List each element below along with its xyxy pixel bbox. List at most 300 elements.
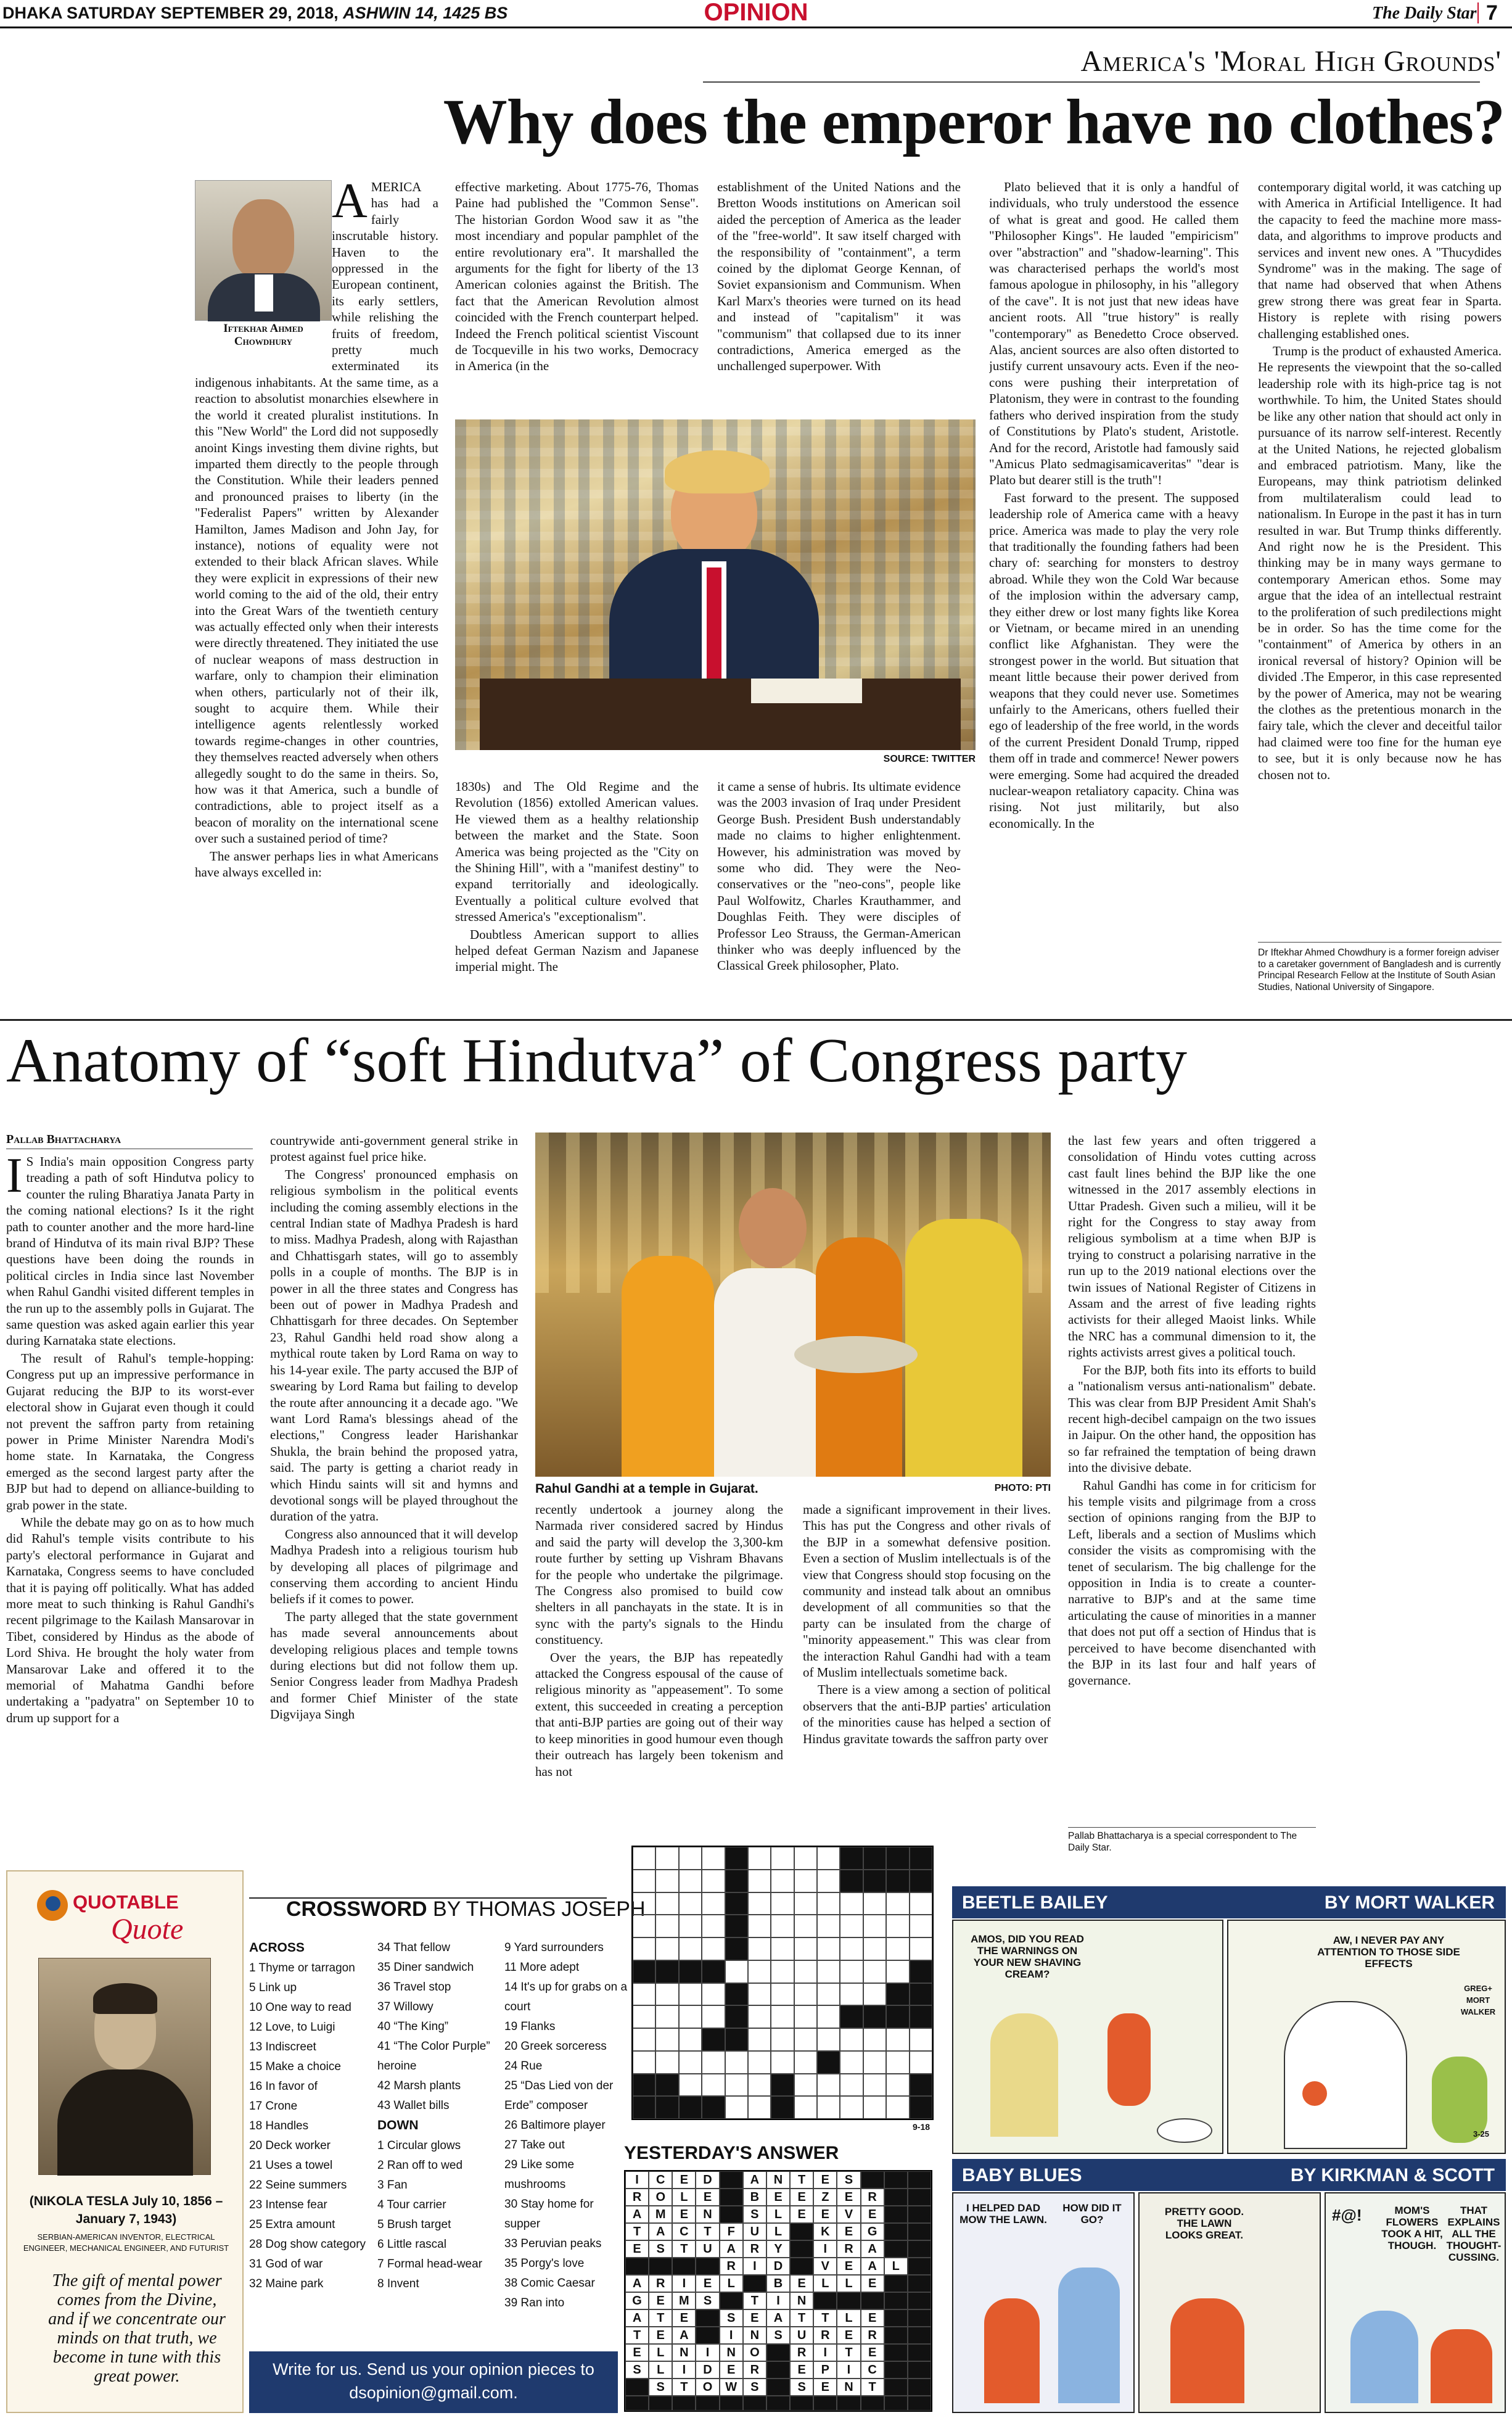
answer-cell: R (813, 2327, 837, 2344)
crossword-cell[interactable] (702, 1937, 725, 1960)
answer-cell (743, 2396, 766, 2411)
crossword-cell[interactable] (725, 1870, 748, 1892)
answer-cell: T (625, 2223, 649, 2240)
quote-label-top: QUOTABLE (73, 1891, 179, 1913)
crossword-cell[interactable] (863, 2051, 886, 2074)
crossword-cell[interactable] (679, 1937, 702, 1960)
crossword-cell[interactable] (863, 1870, 886, 1892)
crossword-cell[interactable] (840, 2051, 863, 2074)
crossword-cell[interactable] (679, 2028, 702, 2051)
answer-cell (696, 2327, 719, 2344)
crossword-cell[interactable] (725, 1892, 748, 1915)
crossword-cell[interactable] (725, 2051, 748, 2074)
dateline: DHAKA SATURDAY SEPTEMBER 29, 2018, (2, 4, 339, 22)
crossword-cell[interactable] (817, 1983, 840, 2006)
crossword-cell[interactable] (748, 1915, 771, 1937)
answer-cell (884, 2292, 908, 2309)
grawlix-icon: #@! (1332, 2206, 1362, 2224)
article1-column-2-bottom (455, 778, 699, 1013)
crossword-cell[interactable] (679, 1960, 702, 1983)
answer-cell: A (766, 2309, 790, 2327)
answer-cell: I (813, 2240, 837, 2258)
crossword-cell[interactable] (886, 1983, 909, 2006)
crossword-cell[interactable] (794, 1892, 817, 1915)
answer-grid (624, 2170, 932, 2412)
answer-cell: S (649, 2379, 672, 2396)
crossword-cell[interactable] (817, 2096, 840, 2119)
crossword-cell[interactable] (633, 2005, 655, 2028)
crossword-clue: 17 Crone (249, 2100, 298, 2113)
crossword-cell[interactable] (748, 1960, 771, 1983)
paragraph: made a significant improvement in their lives. This has put the Congress and other rivals of the BJP in a somewhat defensive position. Even a section of Muslim intellectuals is of the view that Congress should stop focusing on the community and instead talk about an omnibus development of all communities so that the party can be insulated from the charge of "minority appeasement." This was clear from the interaction Rahul Gandhi had with a team of Muslim intellectuals sometime back. (803, 1502, 1051, 1680)
article2-column-5 (1068, 1133, 1316, 1826)
crossword-cell[interactable] (771, 1915, 794, 1937)
crossword-cell[interactable] (702, 2005, 725, 2028)
crossword-cell[interactable] (886, 1937, 909, 1960)
crossword-cell[interactable] (702, 1870, 725, 1892)
crossword-cell[interactable] (725, 2028, 748, 2051)
answer-cell (884, 2171, 908, 2189)
answer-cell: Y (766, 2240, 790, 2258)
answer-cell: T (790, 2171, 813, 2189)
crossword-cell[interactable] (771, 2074, 794, 2097)
crossword-cell[interactable] (633, 1847, 655, 1870)
crossword-cell[interactable] (633, 1937, 655, 1960)
answer-cell (861, 2292, 884, 2309)
crossword-cell[interactable] (863, 1983, 886, 2006)
crossword-cell[interactable] (748, 2074, 771, 2097)
answer-cell: E (625, 2344, 649, 2361)
crossword-cell[interactable] (702, 1915, 725, 1937)
crossword-cell[interactable] (863, 2028, 886, 2051)
crossword-clue: 25 Extra amount (249, 2218, 335, 2231)
crossword-cell[interactable] (794, 1937, 817, 1960)
answer-cell (908, 2189, 931, 2206)
answer-cell: I (672, 2275, 696, 2292)
crossword-cell[interactable] (840, 2005, 863, 2028)
crossword-cell[interactable] (910, 1870, 932, 1892)
crossword-date: 9-18 (913, 2122, 931, 2132)
crossword-cell[interactable] (863, 1960, 886, 1983)
crossword-cell[interactable] (910, 1892, 932, 1915)
crossword-cell[interactable] (725, 1937, 748, 1960)
crossword-cell[interactable] (702, 1983, 725, 2006)
crossword-cell[interactable] (748, 1983, 771, 2006)
crossword-cell[interactable] (886, 1915, 909, 1937)
answer-cell (884, 2379, 908, 2396)
crossword-cell[interactable] (725, 2005, 748, 2028)
answer-cell: E (790, 2206, 813, 2223)
answer-cell: N (696, 2206, 719, 2223)
crossword-cell[interactable] (771, 2096, 794, 2119)
crossword-cell[interactable] (655, 1983, 678, 2006)
crossword-cell[interactable] (702, 1847, 725, 1870)
crossword-cell[interactable] (794, 1915, 817, 1937)
answer-cell: N (766, 2171, 790, 2189)
answer-cell: E (790, 2361, 813, 2379)
answer-cell: T (625, 2327, 649, 2344)
crossword-clue: 29 Like some mushrooms (504, 2158, 575, 2191)
crossword-clue: 20 Greek sorceress (504, 2040, 607, 2053)
crossword-cell[interactable] (771, 2005, 794, 2028)
crossword-cell[interactable] (725, 2074, 748, 2097)
answer-cell (720, 2396, 743, 2411)
answer-cell (884, 2223, 908, 2240)
paragraph: There is a view among a section of political observers that the anti-BJP parties' articulation of the minorities cause has helped a section of Hindus gravitate towards the saffron party over (803, 1682, 1051, 1746)
crossword-cell[interactable] (910, 1847, 932, 1870)
answer-cell (790, 2258, 813, 2275)
crossword-cell[interactable] (817, 2051, 840, 2074)
comic-byline: BY MORT WALKER (1324, 1892, 1495, 1913)
crossword-cell[interactable] (771, 1983, 794, 2006)
crossword-cell[interactable] (702, 1892, 725, 1915)
answer-cell: C (672, 2223, 696, 2240)
answer-cell: E (837, 2258, 860, 2275)
quote-box (6, 1870, 244, 2413)
crossword-cell[interactable] (725, 2096, 748, 2119)
answer-cell (908, 2396, 931, 2411)
answer-cell: S (837, 2171, 860, 2189)
crossword-cell[interactable] (725, 1983, 748, 2006)
crossword-cell[interactable] (748, 2051, 771, 2074)
answer-cell: A (861, 2258, 884, 2275)
crossword-cell[interactable] (633, 1870, 655, 1892)
paragraph: establishment of the United Nations and the Bretton Woods institutions on American soil aided the perception of America as the leader of the "free-world". It saw itself charged with the responsibility of "containment", a term coined by the diplomat George Kennan, of Soviet expansionism and Communism. When Karl Marx's theories were turned on its head and instead of "capitalism" it was "communism" that collapsed due to its inner contradictions, America emerged as the unchallenged superpower. With (717, 179, 961, 374)
answer-cell (720, 2171, 743, 2189)
answer-cell: T (790, 2309, 813, 2327)
crossword-cell[interactable] (771, 1892, 794, 1915)
answer-cell: O (649, 2189, 672, 2206)
answer-cell (766, 2361, 790, 2379)
answer-cell: L (813, 2275, 837, 2292)
crossword-cell[interactable] (863, 1937, 886, 1960)
crossword-cell[interactable] (886, 2096, 909, 2119)
crossword-cell[interactable] (863, 2096, 886, 2119)
answer-cell: R (649, 2275, 672, 2292)
answer-cell: A (720, 2240, 743, 2258)
answer-cell: G (861, 2223, 884, 2240)
crossword-clue: 16 In favor of (249, 2080, 318, 2093)
crossword-cell[interactable] (886, 1892, 909, 1915)
crossword-cell[interactable] (794, 1960, 817, 1983)
crossword-cell[interactable] (886, 2051, 909, 2074)
answer-cell: A (625, 2275, 649, 2292)
crossword-cell[interactable] (748, 1937, 771, 1960)
crossword-cell[interactable] (633, 1915, 655, 1937)
crossword-cell[interactable] (771, 1870, 794, 1892)
answer-cell: I (720, 2327, 743, 2344)
crossword-cell[interactable] (817, 2005, 840, 2028)
crossword-clue: 40 “The King” (377, 2020, 449, 2033)
answer-cell (625, 2379, 649, 2396)
answer-cell (672, 2258, 696, 2275)
answer-cell: E (861, 2206, 884, 2223)
rahul-photo (535, 1133, 1051, 1477)
crossword-cell[interactable] (886, 1870, 909, 1892)
answer-cell: M (649, 2206, 672, 2223)
crossword-cell[interactable] (910, 2028, 932, 2051)
paragraph: it came a sense of hubris. Its ultimate evidence was the 2003 invasion of Iraq under President George Bush. President Bush understandably made no claims to higher enlightenment. However, his administration was moved by some who did. They were the Neo-conservatives or the "neo-cons", people like Paul Wolfowitz, Charles Krauthammer, and Doughlas Feith. They were disciples of Professor Leo Strauss, the German-American thinker who was deeply influenced by the Classical Greek philosopher, Plato. (717, 779, 961, 973)
crossword-clue: 19 Flanks (504, 2020, 556, 2033)
paragraph: Trump is the product of exhausted America. He represents the viewpoint that the so-called leadership role with its high-price tag is not worthwhile. To him, the United States should be like any other nation that should act only in pursuance of its narrow self-interest. Recently at the United Nations, he rejected globalism and embraced patriotism. Many, like the Europeans, may think patriotism delinked from multilateralism could lead to nationalism. In Europe in the past it has in turn resulted in war. But Trump thinks differently. And right now he is the President. This thinking may be in many ways germane to contemporary American ethos. Some may argue that the idea of an intellectual restraint to the proliferation of such predilections might be in order. So has the time come for the "containment" of America by others in an ironical reversal of history? Opinion will be divided .The Emperor, in this case represented by the power of America, may not be wearing the clothes as the pretentious monarch in the fairy tale, which the clever and deceitful tailor had claimed were too fine for the human eye to see, but it is only because now he has chosen not to. (1258, 344, 1502, 782)
article2-column-1 (6, 1153, 254, 1857)
paragraph: Doubtless American support to allies helped defeat German Nazism and Japanese imperial might. The (455, 926, 699, 975)
crossword-cell[interactable] (771, 2051, 794, 2074)
answer-cell: E (837, 2327, 860, 2344)
comic-title: BABY BLUES (962, 2165, 1082, 2185)
crossword-cell[interactable] (794, 2096, 817, 2119)
crossword-cell[interactable] (725, 1847, 748, 1870)
crossword-cell[interactable] (655, 2005, 678, 2028)
article1-author: Iftekhar Ahmed Chowdhury (223, 322, 303, 348)
crossword-cell[interactable] (679, 2051, 702, 2074)
answer-cell: A (649, 2223, 672, 2240)
crossword-cell[interactable] (679, 1892, 702, 1915)
crossword-cell[interactable] (910, 1983, 932, 2006)
crossword-cell[interactable] (655, 1915, 678, 1937)
paragraph: 1830s) and The Old Regime and the Revolution (1856) extolled American values. He viewed them as a healthy relationship between the market and the State. Soon America was being projected as the "City on the Shining Hill", with a "manifest destiny" to expand territorially and ideologically. Eventually a political culture evolved that stressed America's "exceptionalism". (455, 779, 699, 925)
answer-cell (649, 2258, 672, 2275)
crossword-cell[interactable] (817, 1870, 840, 1892)
crossword-cell[interactable] (633, 2028, 655, 2051)
crossword-cell[interactable] (725, 1960, 748, 1983)
crossword-cell[interactable] (794, 2005, 817, 2028)
crossword-cell[interactable] (655, 2028, 678, 2051)
crossword-cell[interactable] (702, 1960, 725, 1983)
crossword-cell[interactable] (655, 1937, 678, 1960)
crossword-cell[interactable] (794, 1847, 817, 1870)
crossword-cell[interactable] (679, 1983, 702, 2006)
crossword-cell[interactable] (840, 1937, 863, 1960)
answer-cell (672, 2396, 696, 2411)
crossword-clue: 20 Deck worker (249, 2139, 331, 2152)
answer-cell: T (837, 2344, 860, 2361)
crossword-cell[interactable] (771, 1847, 794, 1870)
answer-cell: S (696, 2292, 719, 2309)
paragraph: The result of Rahul's temple-hopping: Congress put up an impressive performance in Gujarat reducing the BJP to its worst-ever electoral show in Gujarat even though it could not prevent the saffron party from retaining power in Prime Minister Narendra Modi's home state. In Karnataka, the Congress emerged as the second largest party after the BJP but had to depend on alliance-building to grab power in the state. (6, 1350, 254, 1512)
crossword-cell[interactable] (910, 1937, 932, 1960)
crossword-cell[interactable] (886, 2074, 909, 2097)
crossword-cell[interactable] (655, 2096, 678, 2119)
crossword-cell[interactable] (655, 1960, 678, 1983)
answer-cell (696, 2258, 719, 2275)
crossword-cell[interactable] (702, 2051, 725, 2074)
answer-cell (908, 2171, 931, 2189)
crossword-clue: 7 Formal head-wear (377, 2258, 483, 2271)
submission-email[interactable]: dsopinion@gmail.com. (349, 2383, 518, 2402)
crossword-clue: 9 Yard surrounders (504, 1941, 604, 1954)
crossword-cell[interactable] (886, 1960, 909, 1983)
crossword-cell[interactable] (771, 2028, 794, 2051)
crossword-cell[interactable] (748, 1870, 771, 1892)
crossword-clues-1: ACROSS 1 Thyme or tarragon 5 Link up 10 One way to read 12 Love, to Luigi 13 Indiscreet 15 Make a choice 16 In favor of 17 Crone 18 Handles 20 Deck worker 21 Uses a towel 22 Seine summers 23 Intense fear 25 Extra amount 28 Dog show category 31 God of war 32 Maine park (249, 1938, 372, 2294)
answer-cell (813, 2396, 837, 2411)
crossword-cell[interactable] (748, 2028, 771, 2051)
crossword-cell[interactable] (840, 2028, 863, 2051)
crossword-cell[interactable] (748, 1847, 771, 1870)
crossword-grid[interactable] (631, 1846, 934, 2120)
answer-cell (649, 2396, 672, 2411)
quote-label-bottom: Quote (111, 1913, 184, 1946)
answer-cell (720, 2292, 743, 2309)
answer-cell: C (649, 2171, 672, 2189)
crossword-cell[interactable] (840, 1960, 863, 1983)
answer-cell: E (837, 2189, 860, 2206)
crossword-clue: 28 Dog show category (249, 2238, 366, 2251)
crossword-cell[interactable] (771, 1960, 794, 1983)
crossword-cell[interactable] (702, 2028, 725, 2051)
crossword-clue: 32 Maine park (249, 2277, 324, 2290)
crossword-cell[interactable] (863, 1847, 886, 1870)
dropcap: I (6, 1153, 23, 1203)
crossword-cell[interactable] (840, 1870, 863, 1892)
crossword-cell[interactable] (910, 2051, 932, 2074)
crossword-cell[interactable] (910, 1960, 932, 1983)
crossword-cell[interactable] (817, 1892, 840, 1915)
crossword-clue: 14 It's up for grabs on a court (504, 1981, 628, 2013)
crossword-cell[interactable] (863, 2074, 886, 2097)
crossword-cell[interactable] (840, 1892, 863, 1915)
crossword-cell[interactable] (748, 2096, 771, 2119)
paragraph: effective marketing. About 1775-76, Thomas Paine had published the "Common Sense". The historian Gordon Wood saw it as "the most incendiary and popular pamphlet of the entire revolutionary era". It marshalled the arguments for the fight for liberty of the 13 American colonies against the British. The fact that the American Revolution almost coincided with the French counterpart helped. Indeed the French political scientist Viscount de Tocqueville in his two works, Democracy in America (in the (455, 179, 699, 374)
answer-cell (884, 2309, 908, 2327)
answer-cell: E (649, 2327, 672, 2344)
answer-cell: O (743, 2344, 766, 2361)
babyblues-panel-2: PRETTY GOOD. THE LAWN LOOKS GREAT. (1138, 2192, 1321, 2413)
crossword-cell[interactable] (910, 2005, 932, 2028)
answer-cell: L (649, 2344, 672, 2361)
answer-cell: E (720, 2361, 743, 2379)
answer-cell (743, 2275, 766, 2292)
crossword-cell[interactable] (817, 1937, 840, 1960)
answer-cell (884, 2361, 908, 2379)
crossword-cell[interactable] (633, 1960, 655, 1983)
crossword-cell[interactable] (910, 2074, 932, 2097)
answer-cell (908, 2309, 931, 2327)
crossword-clue: 22 Seine summers (249, 2179, 347, 2192)
answer-cell: A (672, 2327, 696, 2344)
crossword-clues-3 (504, 1938, 628, 2313)
crossword-clue: 5 Brush target (377, 2218, 451, 2231)
answer-cell: S (649, 2240, 672, 2258)
crossword-cell[interactable] (863, 2005, 886, 2028)
crossword-cell[interactable] (817, 1847, 840, 1870)
crossword-cell[interactable] (679, 1870, 702, 1892)
babyblues-panel-3: MOM'S FLOWERS TOOK A HIT, THOUGH. THAT EXPLAINS ALL THE THOUGHT-CUSSING. #@! (1325, 2192, 1506, 2413)
paragraph: For the BJP, both fits into its efforts to build a "nationalism versus anti-nationalism" debate. This was clear from BJP President Amit Shah's recent high-decibel campaign on the two issues in Jaipur. On the other hand, the opposition has so far refrained the temptation of being drawn into the divisive debate. (1068, 1362, 1316, 1475)
answer-cell: L (720, 2275, 743, 2292)
answer-cell (625, 2396, 649, 2411)
answer-cell (790, 2396, 813, 2411)
crossword-cell[interactable] (633, 2051, 655, 2074)
crossword-cell[interactable] (886, 1847, 909, 1870)
beetle-panel-1: AMOS, DID YOU READ THE WARNINGS ON YOUR NEW SHAVING CREAM? (952, 1920, 1223, 2154)
crossword-cell[interactable] (655, 1847, 678, 1870)
answer-cell (884, 2206, 908, 2223)
answer-cell: V (813, 2258, 837, 2275)
header-divider (1477, 2, 1479, 23)
crossword-cell[interactable] (679, 2074, 702, 2097)
crossword-clue: 26 Baltimore player (504, 2119, 606, 2132)
crossword-cell[interactable] (817, 1960, 840, 1983)
crossword-clue: 27 Take out (504, 2139, 565, 2152)
crossword-cell[interactable] (817, 1915, 840, 1937)
babyblues-header (952, 2159, 1506, 2191)
crossword-clue: 4 Tour carrier (377, 2198, 446, 2211)
crossword-cell[interactable] (655, 1892, 678, 1915)
dropcap: A (332, 179, 368, 228)
crossword-cell[interactable] (840, 2096, 863, 2119)
crossword-cell[interactable] (771, 1937, 794, 1960)
crossword-cell[interactable] (794, 2074, 817, 2097)
crossword-cell[interactable] (840, 1915, 863, 1937)
answer-cell (861, 2396, 884, 2411)
answer-cell: U (696, 2240, 719, 2258)
crossword-cell[interactable] (748, 1892, 771, 1915)
crossword-cell[interactable] (863, 1915, 886, 1937)
answer-cell: G (625, 2292, 649, 2309)
crossword-cell[interactable] (702, 2096, 725, 2119)
crossword-cell[interactable] (633, 2096, 655, 2119)
answer-cell: S (790, 2379, 813, 2396)
crossword-cell[interactable] (748, 2005, 771, 2028)
crossword-cell[interactable] (817, 2074, 840, 2097)
article1-column-2-top (455, 179, 699, 413)
crossword-cell[interactable] (633, 1983, 655, 2006)
crossword-cell[interactable] (725, 1915, 748, 1937)
crossword-cell[interactable] (863, 1892, 886, 1915)
crossword-cell[interactable] (910, 2096, 932, 2119)
crossword-clue: 35 Porgy's love (504, 2257, 585, 2270)
crossword-cell[interactable] (840, 1983, 863, 2006)
crossword-cell[interactable] (886, 2028, 909, 2051)
crossword-cell[interactable] (702, 2074, 725, 2097)
crossword-cell[interactable] (655, 2051, 678, 2074)
crossword-cell[interactable] (679, 1847, 702, 1870)
crossword-cell[interactable] (840, 1847, 863, 1870)
crossword-cell[interactable] (910, 1915, 932, 1937)
paragraph: recently undertook a journey along the Narmada river considered sacred by Hindus and said the party will develop the 3,300-km route further by setting up Vishram Bhavans for the people who undertake the pilgrimage. The Congress also promised to build cow shelters in all panchayats in the state. It is in sync with the party's signals to the Hindu constituency. (535, 1502, 783, 1648)
crossword-cell[interactable] (886, 2005, 909, 2028)
crossword-cell[interactable] (655, 1870, 678, 1892)
comic-title: BEETLE BAILEY (962, 1892, 1108, 1913)
crossword-cell[interactable] (633, 2074, 655, 2097)
crossword-cell[interactable] (679, 1915, 702, 1937)
answer-cell (790, 2223, 813, 2240)
crossword-cell[interactable] (655, 2074, 678, 2097)
article1-column-3-bottom (717, 778, 961, 1013)
beetle-panel-2: AW, I NEVER PAY ANY ATTENTION TO THOSE SIDE EFFECTS GREG+ MORT WALKER 3-25 (1227, 1920, 1506, 2154)
crossword-cell[interactable] (794, 2028, 817, 2051)
answer-cell: L (649, 2361, 672, 2379)
crossword-cell[interactable] (794, 1983, 817, 2006)
answer-cell: D (696, 2171, 719, 2189)
crossword-clue: 37 Willowy (377, 2000, 433, 2013)
crossword-cell[interactable] (633, 1892, 655, 1915)
answer-cell (908, 2379, 931, 2396)
answer-cell (766, 2344, 790, 2361)
crossword-cell[interactable] (679, 2005, 702, 2028)
comic-byline: BY KIRKMAN & SCOTT (1290, 2165, 1495, 2185)
crossword-cell[interactable] (794, 2051, 817, 2074)
crossword-clue: 2 Ran off to wed (377, 2159, 463, 2172)
crossword-cell[interactable] (679, 2096, 702, 2119)
answer-cell: E (861, 2344, 884, 2361)
article1-headline: Why does the emperor have no clothes? (443, 86, 1505, 157)
crossword-cell[interactable] (817, 2028, 840, 2051)
crossword-cell[interactable] (840, 2074, 863, 2097)
crossword-cell[interactable] (794, 1870, 817, 1892)
